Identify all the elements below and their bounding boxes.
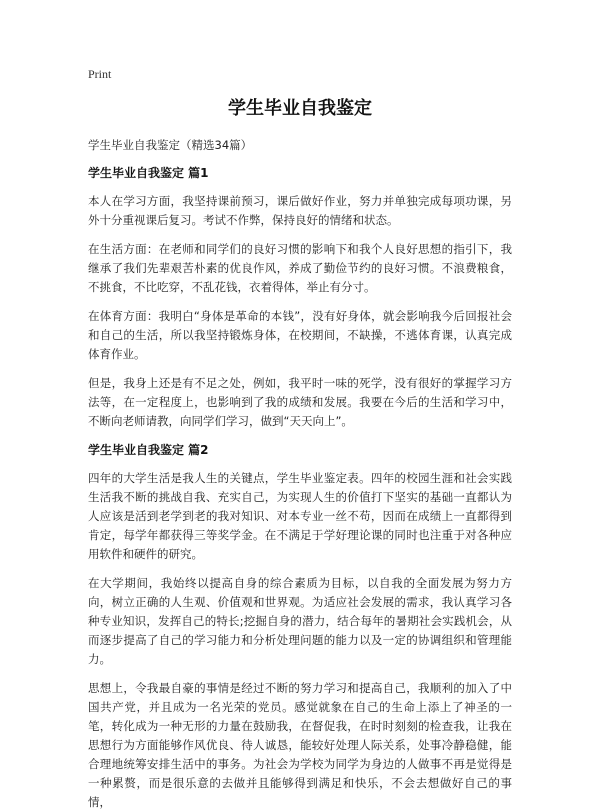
- paragraph: 思想上，令我最自豪的事情是经过不断的努力学习和提高自己，我顺利的加入了中国共产党，并且成为一名光荣的党员。感觉就象在自己的生命上添上了神圣的一笔，转化成为一种无形的力量在鼓励我，在督促我，在时时刻刻的检查我，让我在思想行为方面能够作风优良、待人诚恳，能较好处理人际关系，处事冷静稳健，能合理地统筹安排生活中的事务。为社会为学校为同学为身边的人做事不再是觉得是一种累赘，而是很乐意的去做并且能够得到满足和快乐，不会去想做好自己的事情，: [88, 681, 512, 809]
- paragraph: 在大学期间，我始终以提高自身的综合素质为目标，以自我的全面发展为努力方向，树立正确的人生观、价值观和世界观。为适应社会发展的需求，我认真学习各种专业知识，发挥自己的特长;挖掘自身的潜力，结合每年的暑期社会实践机会，从而逐步提高了自己的学习能力和分析处理问题的能力以及一定的协调组织和管理能力。: [88, 576, 512, 666]
- paragraph: 在体育方面：我明白“身体是革命的本钱”，没有好身体，就会影响我今后回报社会和自己的生活，所以我坚持锻炼身体，在校期间，不缺操，不逃体育课，认真完成体育作业。: [88, 309, 512, 361]
- document-title: 学生毕业自我鉴定: [228, 98, 372, 119]
- paragraph: 但是，我身上还是有不足之处，例如，我平时一味的死学，没有很好的掌握学习方法等，在一定程度上，也影响到了我的成绩和发展。我要在今后的生活和学习中，不断向老师请教，向同学们学习，做到“天天向上”。: [88, 376, 512, 428]
- section-1: [88, 164, 512, 431]
- paragraph: 本人在学习方面，我坚持课前预习，课后做好作业，努力并单独完成每项功课，另外十分重视课后复习。考试不作弊，保持良好的情绪和状态。: [88, 194, 512, 227]
- paragraph: 四年的大学生活是我人生的关键点，学生毕业鉴定表。四年的校园生涯和社会实践生活我不断的挑战自我、充实自己，为实现人生的价值打下坚实的基础一直都认为人应该是活到老学到老的我对知识、对本专业一丝不苟，因而在成绩上一直都得到肯定，每学年都获得三等奖学金。在不满足于学好理论课的同时也注重于对各种应用软件和硬件的研究。: [88, 471, 512, 561]
- section-2: [88, 441, 512, 812]
- paragraph: 在生活方面：在老师和同学们的良好习惯的影响下和我个人良好思想的指引下，我继承了我们先辈艰苦朴素的优良作风，养成了勤俭节约的良好习惯。不浪费粮食，不挑食，不比吃穿，不乱花钱，衣着得体，举止有分寸。: [88, 242, 512, 294]
- section-heading: 学生毕业自我鉴定 篇1: [88, 166, 209, 180]
- document-subtitle: 学生毕业自我鉴定（精选34篇）: [88, 138, 253, 152]
- print-link[interactable]: Print: [88, 67, 112, 81]
- section-heading: 学生毕业自我鉴定 篇2: [88, 443, 209, 457]
